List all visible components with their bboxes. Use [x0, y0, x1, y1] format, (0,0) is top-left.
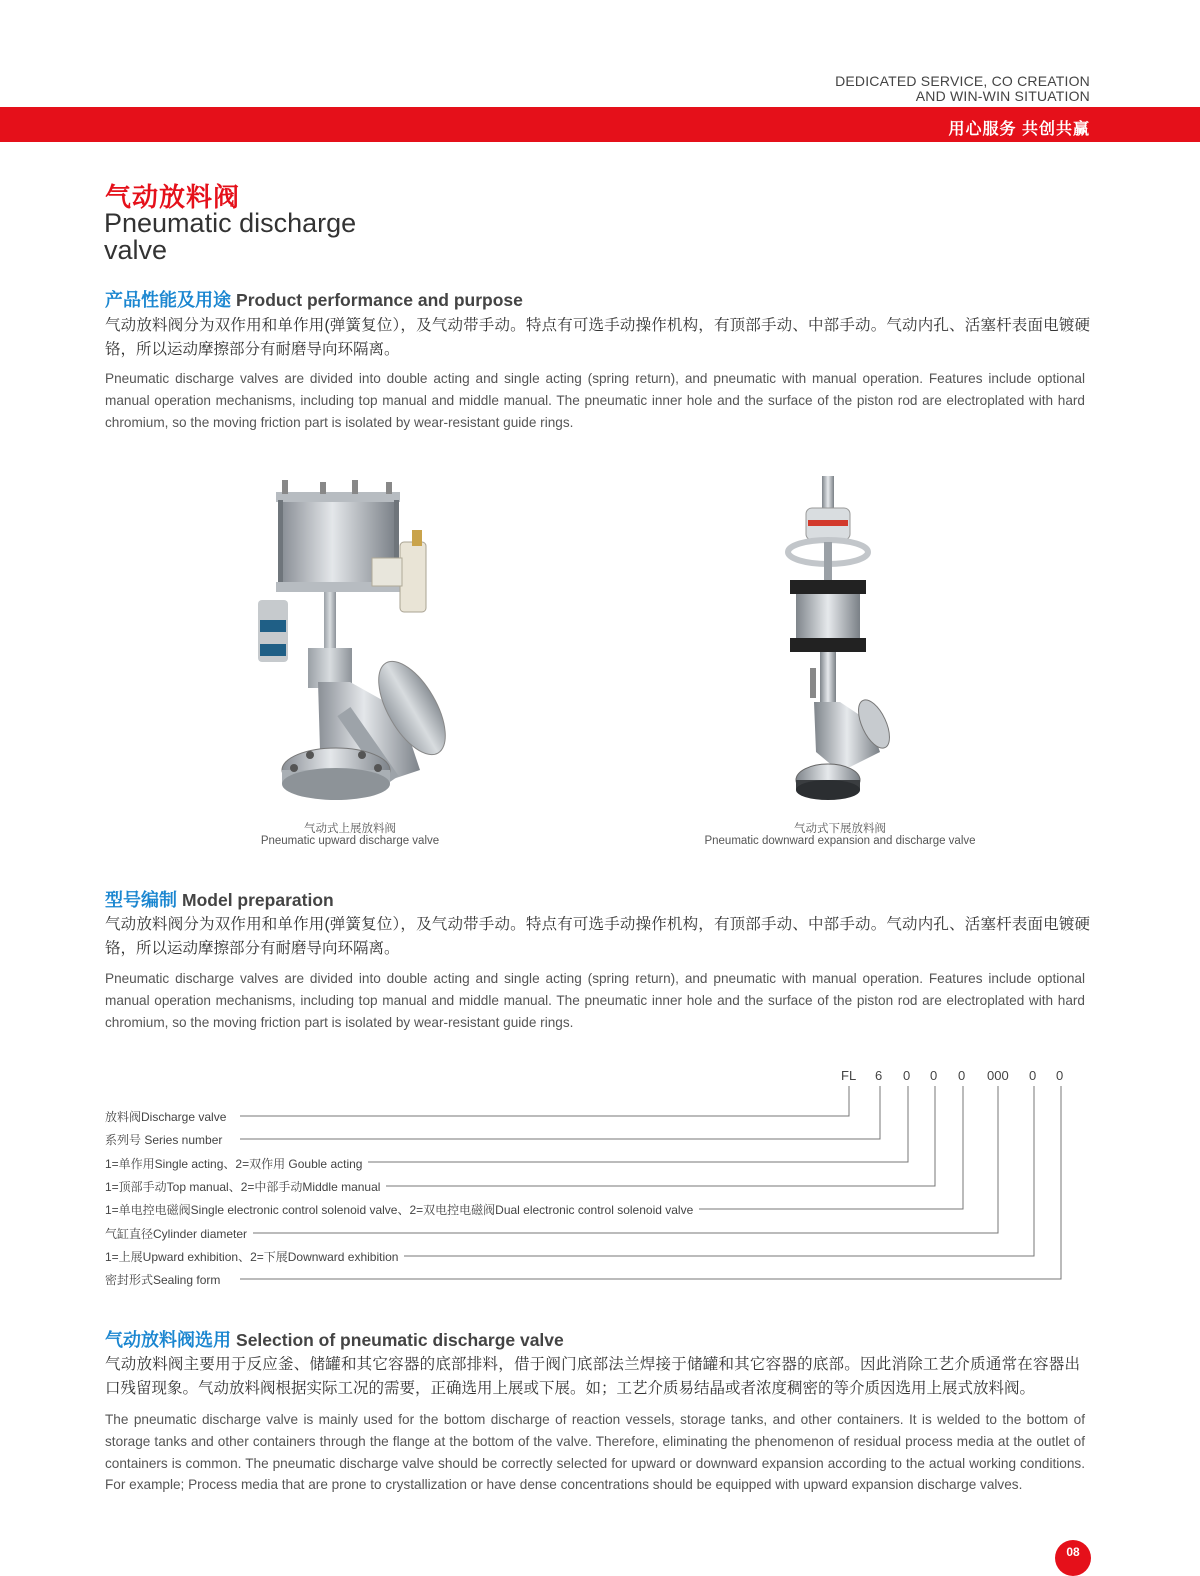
header-tagline — [835, 74, 1090, 104]
product-caption-upward — [200, 823, 500, 847]
legend-acting-type: 1=单作用Single acting、2=双作用 Gouble acting — [105, 1155, 368, 1172]
product-caption-downward-cn: 气动式下展放料阀 — [794, 823, 886, 835]
header-red-bar — [0, 107, 1200, 142]
legend-direction: 1=上展Upward exhibition、2=下展Downward exhibition — [105, 1248, 404, 1265]
legend-cylinder-diameter: 气缸直径Cylinder diameter — [105, 1225, 253, 1242]
section-performance-text-cn: 气动放料阀分为双作用和单作用(弹簧复位），及气动带手动。特点有可选手动操作机构，有顶部手动、中部手动。气动内孔、活塞杆表面电镀硬铬，所以运动摩擦部分有耐磨导向环隔离。 — [105, 317, 1090, 358]
header-slogan: 用心服务 共创共赢 — [948, 121, 1090, 138]
section-performance-text-en: Pneumatic discharge valves are divided into double acting and single acting (spring return), and pneumatic with manual operation. Features include optional manual operation mechanisms, including top manual and middle manual. The pneumatic inner hole and the surface of the piston rod are electroplated with hard chromium, so the moving friction part is isolated by wear-resistant guide rings. — [105, 371, 1085, 430]
page-title-cn: 气动放料阀 — [105, 182, 241, 212]
product-caption-upward-en: Pneumatic upward discharge valve — [260, 835, 440, 847]
header-tagline-line2: AND WIN-WIN SITUATION — [915, 88, 1090, 104]
code-segment-acting: 0 — [903, 1068, 911, 1083]
section-selection-text-cn: 气动放料阀主要用于反应釜、储罐和其它容器的底部排料，借于阀门底部法兰焊接于储罐和其它容器的底部。因此消除工艺介质通常在容器出口残留现象。气动放料阀根据实际工况的需要，正确选用上展或下展。如；工艺介质易结晶或者浓度稠密的等介质因选用上展式放料阀。 — [105, 1356, 1080, 1397]
code-segment-fl: FL — [841, 1068, 857, 1083]
legend-series-number: 系列号 Series number — [105, 1131, 228, 1148]
section-model-text-cn: 气动放料阀分为双作用和单作用(弹簧复位），及气动带手动。特点有可选手动操作机构，有顶部手动、中部手动。气动内孔、活塞杆表面电镀硬铬，所以运动摩擦部分有耐磨导向环隔离。 — [105, 916, 1090, 957]
page-number-badge: 08 — [1055, 1540, 1091, 1576]
code-line-2 — [240, 1086, 908, 1162]
upward-valve-image — [240, 470, 460, 820]
section-model-title-cn: 型号编制 — [105, 890, 177, 910]
section-performance-title-cn: 产品性能及用途 — [105, 290, 231, 310]
legend-manual-type: 1=顶部手动Top manual、2=中部手动Middle manual — [105, 1178, 386, 1195]
legend-solenoid-type: 1=单电控电磁阀Single electronic control solenoid valve、2=双电控电磁阀Dual electronic control solenoid valve — [105, 1201, 699, 1218]
section-model-heading — [105, 886, 334, 912]
code-segment-sealing: 0 — [1056, 1068, 1064, 1083]
code-segment-cylinder: 000 — [987, 1068, 1009, 1083]
code-segment-manual: 0 — [930, 1068, 938, 1083]
section-model-text-en: Pneumatic discharge valves are divided into double acting and single acting (spring return), and pneumatic with manual operation. Features include optional manual operation mechanisms, including top manual and middle manual. The pneumatic inner hole and the surface of the piston rod are electroplated with hard chromium, so the moving friction part is isolated by wear-resistant guide rings. — [105, 971, 1085, 1030]
code-segment-solenoid: 0 — [958, 1068, 966, 1083]
section-model-title-en: Model preparation — [182, 890, 334, 910]
code-line-1 — [240, 1086, 880, 1139]
page-title-en: Pneumatic discharge valve — [104, 208, 357, 265]
code-segment-series: 6 — [875, 1068, 883, 1083]
legend-sealing-form: 密封形式Sealing form — [105, 1271, 226, 1288]
section-selection-text-en: The pneumatic discharge valve is mainly used for the bottom discharge of reaction vessels, storage tanks, and other containers. It is welded to the bottom of storage tanks and other containers through the flange at the bottom of the valve. Therefore, eliminating the phenomenon of residual process media at the outlet of containers is common. The pneumatic discharge valve should be correctly selected for upward or downward expansion according to the actual working conditions. For example; Process media that are prone to crystallization or have dense concentrations should be equipped with upward expansion discharge valves. — [105, 1412, 1085, 1493]
product-caption-downward-en: Pneumatic downward expansion and discharge valve — [704, 835, 976, 847]
product-caption-downward — [690, 823, 990, 847]
section-performance-heading — [105, 286, 523, 312]
section-selection-title-en: Selection of pneumatic discharge valve — [236, 1330, 564, 1350]
code-segment-direction: 0 — [1029, 1068, 1037, 1083]
section-selection-heading — [105, 1326, 564, 1352]
section-performance-title-en: Product performance and purpose — [236, 290, 523, 310]
legend-discharge-valve: 放料阀Discharge valve — [105, 1108, 232, 1125]
downward-valve-image — [770, 472, 910, 812]
section-selection-title-cn: 气动放料阀选用 — [105, 1330, 231, 1350]
product-caption-upward-cn: 气动式上展放料阀 — [304, 823, 396, 835]
header-tagline-line1: DEDICATED SERVICE, CO CREATION — [835, 73, 1090, 89]
code-line-0 — [240, 1086, 849, 1116]
